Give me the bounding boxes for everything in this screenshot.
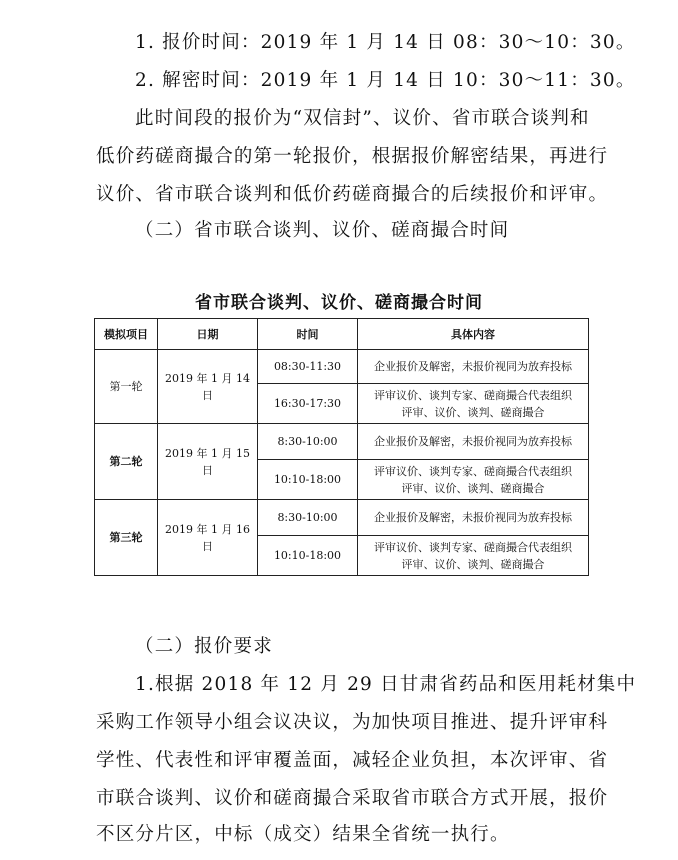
row-time: 8:30-10:00 (258, 500, 358, 536)
paragraph-decrypt-time: 2. 解密时间：2019 年 1 月 14 日 10：30～11：30。 (135, 70, 636, 91)
row-time: 10:10-18:00 (258, 536, 358, 576)
round-name: 第二轮 (95, 424, 158, 500)
paragraph-requirements-l2: 采购工作领导小组会议决议，为加快项目推进、提升评审科 (96, 712, 609, 733)
row-content-line: 评审议价、谈判专家、磋商撮合代表组织 (374, 464, 572, 478)
row-content-line: 评审、议价、谈判、磋商撮合 (401, 557, 545, 571)
paragraph-first-round-l3: 议价、省市联合谈判和低价药磋商撮合的后续报价和评审。 (96, 184, 609, 205)
row-time: 10:10-18:00 (258, 460, 358, 500)
paragraph-quote-time: 1. 报价时间：2019 年 1 月 14 日 08：30～10：30。 (135, 32, 636, 53)
round-name: 第三轮 (95, 500, 158, 576)
round-date: 2019 年 1 月 16 日 (158, 500, 258, 576)
row-time: 8:30-10:00 (258, 424, 358, 460)
row-content-line: 评审议价、谈判专家、磋商撮合代表组织 (374, 540, 572, 554)
section-heading-schedule: （二）省市联合谈判、议价、磋商撮合时间 (135, 220, 510, 241)
paragraph-first-round-l2: 低价药磋商撮合的第一轮报价，根据报价解密结果，再进行 (96, 146, 609, 167)
row-content-line: 企业报价及解密，未报价视同为放弃投标 (374, 435, 572, 448)
table-row (95, 350, 589, 384)
row-content (358, 384, 589, 424)
row-content-line: 评审、议价、谈判、磋商撮合 (401, 481, 545, 495)
row-time: 16:30-17:30 (258, 384, 358, 424)
header-time: 时间 (258, 319, 358, 350)
round-date: 2019 年 1 月 15 日 (158, 424, 258, 500)
table-title: 省市联合谈判、议价、磋商撮合时间 (195, 293, 483, 313)
row-content-line: 企业报价及解密，未报价视同为放弃投标 (374, 511, 572, 524)
section-heading-requirements: （二）报价要求 (135, 636, 273, 657)
header-content: 具体内容 (358, 319, 589, 350)
paragraph-requirements-l1: 1.根据 2018 年 12 月 29 日甘肃省药品和医用耗材集中 (135, 674, 637, 695)
table-header-row (95, 319, 589, 350)
row-content (358, 424, 589, 460)
row-content-line: 评审议价、谈判专家、磋商撮合代表组织 (374, 388, 572, 402)
row-content-line: 企业报价及解密，未报价视同为放弃投标 (374, 360, 572, 373)
schedule-table (94, 318, 589, 576)
table-row (95, 424, 589, 460)
row-content-line: 评审、议价、谈判、磋商撮合 (401, 405, 545, 419)
row-content (358, 500, 589, 536)
paragraph-first-round-l1: 此时间段的报价为“双信封”、议价、省市联合谈判和 (135, 108, 590, 129)
row-content (358, 460, 589, 500)
row-time: 08:30-11:30 (258, 350, 358, 384)
header-project: 模拟项目 (95, 319, 158, 350)
paragraph-requirements-l5: 不区分片区，中标（成交）结果全省统一执行。 (96, 824, 510, 845)
paragraph-requirements-l4: 市联合谈判、议价和磋商撮合采取省市联合方式开展，报价 (96, 788, 609, 809)
header-date: 日期 (158, 319, 258, 350)
row-content (358, 536, 589, 576)
round-date: 2019 年 1 月 14 日 (158, 350, 258, 424)
table-row (95, 500, 589, 536)
row-content (358, 350, 589, 384)
paragraph-requirements-l3: 学性、代表性和评审覆盖面，减轻企业负担，本次评审、省 (96, 750, 609, 771)
round-name: 第一轮 (95, 350, 158, 424)
